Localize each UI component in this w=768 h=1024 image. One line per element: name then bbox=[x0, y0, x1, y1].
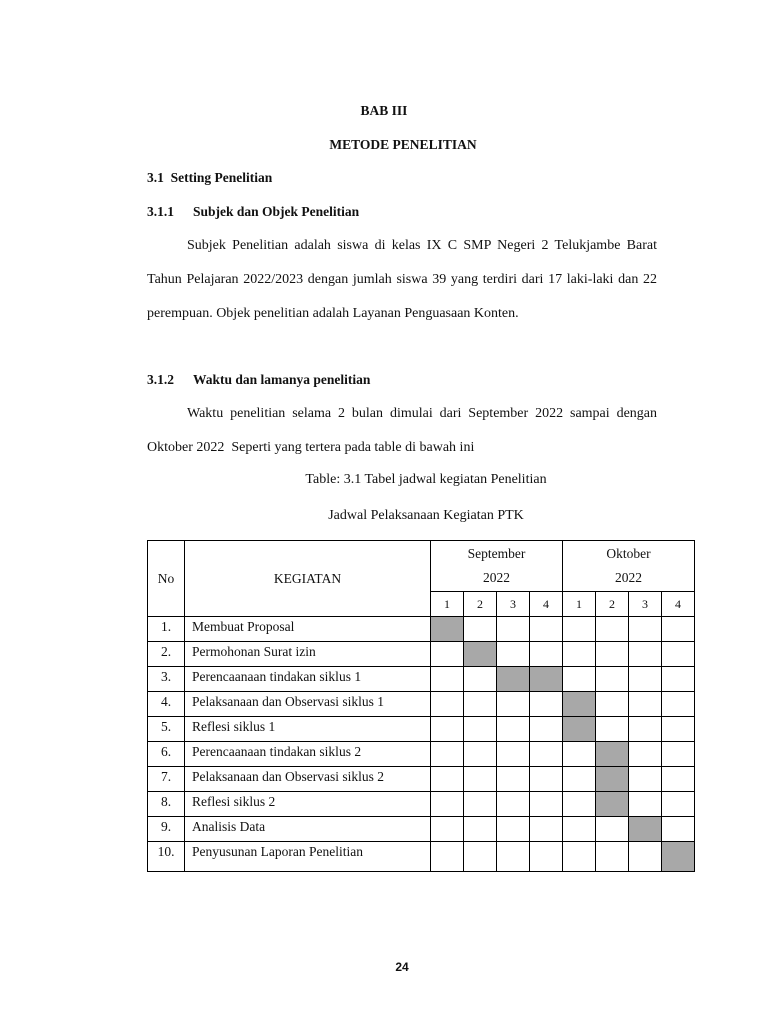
month-year: 2022 bbox=[615, 570, 642, 585]
col-header-no: No bbox=[148, 541, 185, 617]
schedule-cell-empty bbox=[530, 642, 563, 667]
schedule-cell-empty bbox=[596, 817, 629, 842]
subsection-2-number: 3.1.2 bbox=[147, 372, 174, 387]
schedule-cell-empty bbox=[464, 617, 497, 642]
schedule-cell-empty bbox=[464, 692, 497, 717]
schedule-cell-empty bbox=[629, 767, 662, 792]
week-header-cell: 4 bbox=[530, 592, 563, 617]
schedule-cell-empty bbox=[497, 767, 530, 792]
row-activity: Reflesi siklus 1 bbox=[185, 717, 431, 742]
schedule-cell-empty bbox=[563, 742, 596, 767]
schedule-cell-empty bbox=[596, 842, 629, 872]
schedule-cell-filled bbox=[596, 792, 629, 817]
schedule-cell-empty bbox=[464, 667, 497, 692]
row-activity: Perencaanaan tindakan siklus 1 bbox=[185, 667, 431, 692]
schedule-cell-empty bbox=[662, 767, 695, 792]
row-number: 2. bbox=[148, 642, 185, 667]
row-activity: Pelaksanaan dan Observasi siklus 1 bbox=[185, 692, 431, 717]
schedule-cell-empty bbox=[431, 692, 464, 717]
schedule-cell-empty bbox=[497, 792, 530, 817]
schedule-cell-filled bbox=[497, 667, 530, 692]
month-year: 2022 bbox=[483, 570, 510, 585]
schedule-cell-empty bbox=[662, 667, 695, 692]
schedule-cell-empty bbox=[497, 717, 530, 742]
table-row bbox=[148, 617, 695, 642]
schedule-cell-filled bbox=[563, 692, 596, 717]
subsection-1-title: Subjek dan Objek Penelitian bbox=[193, 204, 360, 219]
schedule-cell-empty bbox=[662, 792, 695, 817]
schedule-cell-empty bbox=[662, 817, 695, 842]
row-number: 6. bbox=[148, 742, 185, 767]
schedule-cell-empty bbox=[596, 642, 629, 667]
row-number: 10. bbox=[148, 842, 185, 872]
schedule-cell-empty bbox=[563, 792, 596, 817]
col-header-activity: KEGIATAN bbox=[185, 541, 431, 617]
schedule-cell-empty bbox=[431, 717, 464, 742]
schedule-cell-empty bbox=[530, 692, 563, 717]
row-number: 3. bbox=[148, 667, 185, 692]
schedule-cell-empty bbox=[464, 742, 497, 767]
schedule-cell-empty bbox=[662, 717, 695, 742]
schedule-cell-empty bbox=[497, 742, 530, 767]
row-activity: Permohonan Surat izin bbox=[185, 642, 431, 667]
schedule-cell-empty bbox=[464, 817, 497, 842]
month-name: Oktober bbox=[606, 546, 651, 561]
schedule-cell-empty bbox=[530, 767, 563, 792]
row-number: 7. bbox=[148, 767, 185, 792]
schedule-cell-empty bbox=[563, 667, 596, 692]
row-activity: Pelaksanaan dan Observasi siklus 2 bbox=[185, 767, 431, 792]
week-header-cell: 3 bbox=[497, 592, 530, 617]
table-row bbox=[148, 817, 695, 842]
table-row bbox=[148, 842, 695, 872]
subsection-1-number: 3.1.1 bbox=[147, 204, 174, 219]
table-row bbox=[148, 792, 695, 817]
schedule-cell-empty bbox=[629, 717, 662, 742]
schedule-cell-filled bbox=[464, 642, 497, 667]
schedule-cell-empty bbox=[596, 617, 629, 642]
chapter-label: BAB III bbox=[360, 103, 408, 118]
schedule-cell-empty bbox=[563, 817, 596, 842]
table-row bbox=[148, 692, 695, 717]
table-row bbox=[148, 767, 695, 792]
subsection-2-paragraph: Waktu penelitian selama 2 bulan dimulai dari September 2022 sampai dengan Oktober 2022 Seperti yang tertera pada table di bawah ini bbox=[147, 406, 661, 455]
schedule-cell-filled bbox=[596, 742, 629, 767]
schedule-cell-empty bbox=[596, 717, 629, 742]
week-header-cell: 2 bbox=[596, 592, 629, 617]
schedule-cell-empty bbox=[629, 617, 662, 642]
row-activity: Analisis Data bbox=[185, 817, 431, 842]
schedule-cell-empty bbox=[662, 617, 695, 642]
schedule-cell-empty bbox=[497, 692, 530, 717]
table-caption: Table: 3.1 Tabel jadwal kegiatan Penelitian bbox=[305, 472, 547, 487]
schedule-cell-empty bbox=[464, 717, 497, 742]
table-title: Jadwal Pelaksanaan Kegiatan PTK bbox=[328, 508, 524, 523]
row-number: 1. bbox=[148, 617, 185, 642]
schedule-cell-empty bbox=[431, 667, 464, 692]
page-number: 24 bbox=[395, 960, 409, 974]
week-header-cell: 1 bbox=[431, 592, 464, 617]
month-header-oktober bbox=[563, 541, 695, 592]
row-activity: Reflesi siklus 2 bbox=[185, 792, 431, 817]
schedule-table bbox=[147, 540, 695, 872]
month-name: September bbox=[467, 546, 526, 561]
schedule-cell-empty bbox=[530, 617, 563, 642]
schedule-cell-empty bbox=[431, 642, 464, 667]
month-header-september bbox=[431, 541, 563, 592]
row-activity: Perencaanaan tindakan siklus 2 bbox=[185, 742, 431, 767]
subsection-2-title: Waktu dan lamanya penelitian bbox=[193, 372, 371, 387]
schedule-cell-empty bbox=[563, 642, 596, 667]
schedule-cell-empty bbox=[629, 642, 662, 667]
schedule-cell-empty bbox=[629, 667, 662, 692]
schedule-cell-empty bbox=[530, 717, 563, 742]
schedule-cell-empty bbox=[497, 842, 530, 872]
schedule-cell-empty bbox=[629, 792, 662, 817]
week-header-cell: 3 bbox=[629, 592, 662, 617]
table-row bbox=[148, 642, 695, 667]
schedule-cell-empty bbox=[662, 642, 695, 667]
schedule-cell-empty bbox=[497, 617, 530, 642]
row-activity: Penyusunan Laporan Penelitian bbox=[185, 842, 431, 872]
schedule-cell-empty bbox=[596, 667, 629, 692]
schedule-cell-empty bbox=[464, 767, 497, 792]
schedule-cell-empty bbox=[596, 692, 629, 717]
row-number: 5. bbox=[148, 717, 185, 742]
schedule-cell-empty bbox=[662, 742, 695, 767]
schedule-cell-filled bbox=[563, 717, 596, 742]
schedule-cell-empty bbox=[563, 842, 596, 872]
week-header-cell: 2 bbox=[464, 592, 497, 617]
row-number: 4. bbox=[148, 692, 185, 717]
table-row bbox=[148, 742, 695, 767]
row-activity: Membuat Proposal bbox=[185, 617, 431, 642]
row-number: 8. bbox=[148, 792, 185, 817]
schedule-cell-empty bbox=[662, 692, 695, 717]
schedule-cell-empty bbox=[530, 742, 563, 767]
section-heading: 3.1 Setting Penelitian bbox=[147, 170, 273, 185]
schedule-cell-filled bbox=[431, 617, 464, 642]
schedule-cell-empty bbox=[464, 842, 497, 872]
schedule-cell-empty bbox=[563, 767, 596, 792]
schedule-cell-empty bbox=[530, 842, 563, 872]
schedule-cell-empty bbox=[629, 742, 662, 767]
schedule-cell-empty bbox=[431, 792, 464, 817]
week-header-cell: 1 bbox=[563, 592, 596, 617]
schedule-cell-filled bbox=[530, 667, 563, 692]
schedule-cell-empty bbox=[431, 842, 464, 872]
schedule-cell-empty bbox=[530, 817, 563, 842]
schedule-cell-empty bbox=[629, 842, 662, 872]
schedule-cell-empty bbox=[497, 817, 530, 842]
chapter-title: METODE PENELITIAN bbox=[329, 137, 477, 152]
schedule-cell-empty bbox=[530, 792, 563, 817]
schedule-cell-empty bbox=[563, 617, 596, 642]
table-row bbox=[148, 717, 695, 742]
schedule-cell-filled bbox=[596, 767, 629, 792]
schedule-cell-filled bbox=[629, 817, 662, 842]
table-row bbox=[148, 667, 695, 692]
week-header-cell: 4 bbox=[662, 592, 695, 617]
schedule-cell-empty bbox=[497, 642, 530, 667]
schedule-cell-empty bbox=[431, 767, 464, 792]
subsection-1-paragraph: Subjek Penelitian adalah siswa di kelas IX C SMP Negeri 2 Telukjambe Barat Tahun Pelajaran 2022/2023 dengan jumlah siswa 39 yang terdiri dari 17 laki-laki dan 22 perempuan. Objek penelitian adalah Layanan Penguasaan Konten. bbox=[147, 238, 657, 321]
schedule-cell-empty bbox=[431, 742, 464, 767]
schedule-cell-empty bbox=[629, 692, 662, 717]
schedule-cell-filled bbox=[662, 842, 695, 872]
row-number: 9. bbox=[148, 817, 185, 842]
schedule-cell-empty bbox=[464, 792, 497, 817]
schedule-cell-empty bbox=[431, 817, 464, 842]
